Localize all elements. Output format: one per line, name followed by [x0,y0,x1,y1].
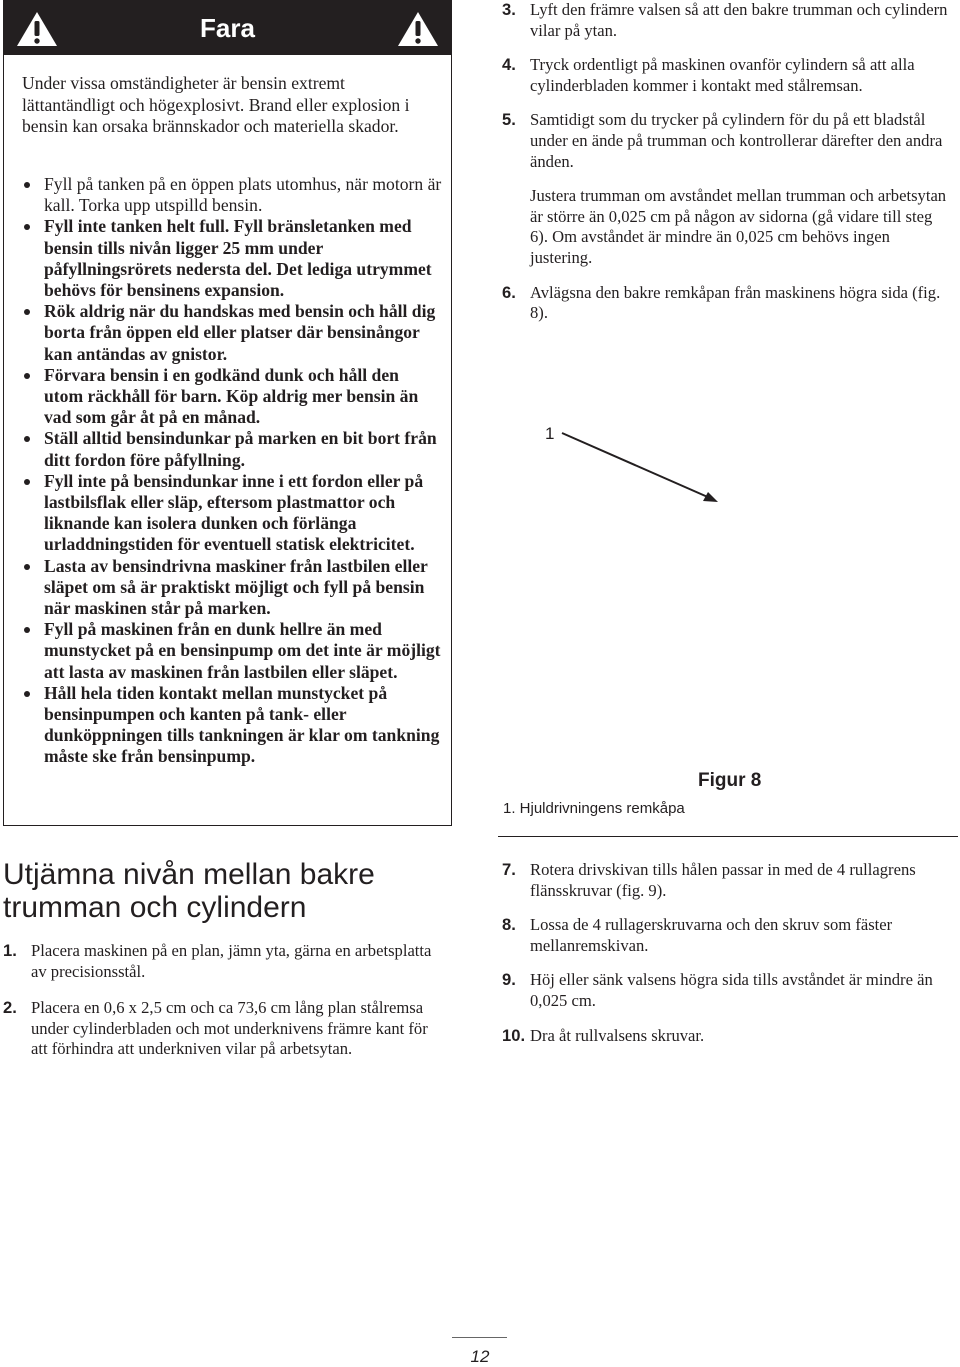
step-text: Tryck ordentligt på maskinen ovanför cylindern så att alla cylinderbladen kommer i kontakt med stålremsan. [530,55,915,95]
bullet-text-bold: Fyll inte på bensindunkar inne i ett fordon eller på lastbilsflak eller släp, eftersom plastmattor och liknande kan isolera dunken och förlänga urladdningstiden för eventuell statisk elektricitet. [44,470,424,555]
danger-bullet [22,556,442,620]
step-continuation [502,186,952,268]
step-item [502,283,952,324]
step-item [502,0,952,41]
steps-right-bottom-list [502,860,952,1060]
steps-left-list [3,941,443,1060]
danger-bullet [22,683,442,768]
step-number: 2. [3,998,17,1018]
step-text: Dra åt rullvalsens skruvar. [530,1025,705,1045]
danger-bullet-list [22,174,442,768]
bullet-text-bold: Rök aldrig när du handskas med bensin och håll dig borta från öppen eld eller platser där bensinångor kan antändas av gnistor. [44,301,436,364]
step-item [502,55,952,96]
footer-rule [452,1337,507,1338]
bullet-text-bold: Fyll inte tanken helt full. Fyll bränsletanken med bensin tills nivån ligger 25 mm under påfyllningsrörets nedersta del. Det lediga utrymmet behövs för bensinens expansion. [44,216,432,301]
step-number: 9. [502,970,516,990]
step-text: Placera maskinen på en plan, jämn yta, gärna en arbetsplatta av precisionsstål. [31,941,432,981]
step-item [502,860,952,901]
step-item [502,110,952,172]
step-number: 6. [502,282,516,302]
step-number: 8. [502,915,516,935]
step-text: Avlägsna den bakre remkåpan från maskinens högra sida (fig. 8). [530,282,941,323]
callout-leader-line [562,433,710,498]
step-number: 10. [502,1025,526,1045]
page-number: 12 [470,1347,490,1366]
danger-bullet [22,471,442,556]
arrowhead-icon [703,492,718,502]
danger-bullet [22,301,442,365]
step-item [3,998,443,1060]
danger-title: Fara [200,13,255,43]
bullet-text-bold: Ställ alltid bensindunkar på marken en bit bort från ditt fordon före påfyllning. [44,428,437,470]
figure-caption: Figur 8 [698,770,762,791]
bullet-text-bold: Håll hela tiden kontakt mellan munstycket på bensinpumpen och kanten på tank- eller dunköppningen tills tankningen är klar om tankning måste ske från bensinpump. [44,682,440,767]
step-item [502,1026,952,1047]
danger-bullet [22,365,442,429]
danger-header [4,1,451,55]
danger-intro: Under vissa omständigheter är bensin extremt lättantändligt och högexplosivt. Brand eller explosion i bensin kan orsaka brännskador och materiella skador. [22,73,410,137]
bullet-text: Fyll på tanken på en öppen plats utomhus, när motorn är kall. Torka upp utspilld bensin. [44,174,442,216]
step-number: 1. [3,941,17,960]
step-number: 7. [502,860,516,879]
step-text: Lyft den främre valsen så att den bakre trumman och cylindern vilar på ytan. [530,0,948,40]
section-heading: Utjämna nivån mellan bakre trumman och cylindern [3,858,375,924]
step-number: 5. [502,110,516,130]
danger-box [3,0,452,826]
step-number: 4. [502,55,516,75]
steps-right-top-list [502,0,952,338]
step-number: 3. [502,0,516,19]
step-text: Placera en 0,6 x 2,5 cm och ca 73,6 cm lång plan stålremsa under cylinderbladen och mot underknivens främre kant för att förhindra att underkniven vilar på arbetsytan. [31,998,428,1059]
warning-icon [397,11,439,47]
bullet-text-bold: Förvara bensin i en godkänd dunk och håll den utom räckhåll för barn. Köp aldrig mer bensin än vad som går åt på en månad. [44,364,419,428]
step-text: Höj eller sänk valsens högra sida tills avståndet är mindre än 0,025 cm. [530,970,933,1010]
bullet-text-bold: Fyll på maskinen från en dunk hellre än med munstycket på en bensinpump om det inte är möjligt att lasta av maskinen från lastbilen eller släpet. [44,619,441,682]
bullet-text-bold: Lasta av bensindrivna maskiner från lastbilen eller släpet om så är praktiskt möjligt och fyll på bensin när maskinen står på marken. [44,555,428,619]
step-text: Samtidigt som du trycker på cylindern för du på ett bladstål under en ände på trumman och kontrollerar därefter den andra änden. [530,110,943,171]
step-text: Justera trumman om avståndet mellan trumman och arbetsytan är större än 0,025 cm på någon av sidorna (gå vidare till steg 6). Om avståndet är mindre än 0,025 cm behövs ingen justering. [530,186,947,267]
step-item [3,941,443,982]
figure-legend: 1. Hjuldrivningens remkåpa [503,800,685,817]
danger-bullet [22,428,442,470]
step-item [502,970,952,1011]
figure-callout-number: 1 [545,424,555,443]
step-text: Rotera drivskivan tills hålen passar in med de 4 rullagrens flänsskruvar (fig. 9). [530,860,916,900]
divider [498,836,958,837]
danger-bullet [22,174,442,216]
step-item [502,915,952,956]
danger-bullet [22,619,442,683]
danger-bullet [22,216,442,301]
step-text: Lossa de 4 rullagerskruvarna och den skruv som fäster mellanremskivan. [530,915,893,955]
